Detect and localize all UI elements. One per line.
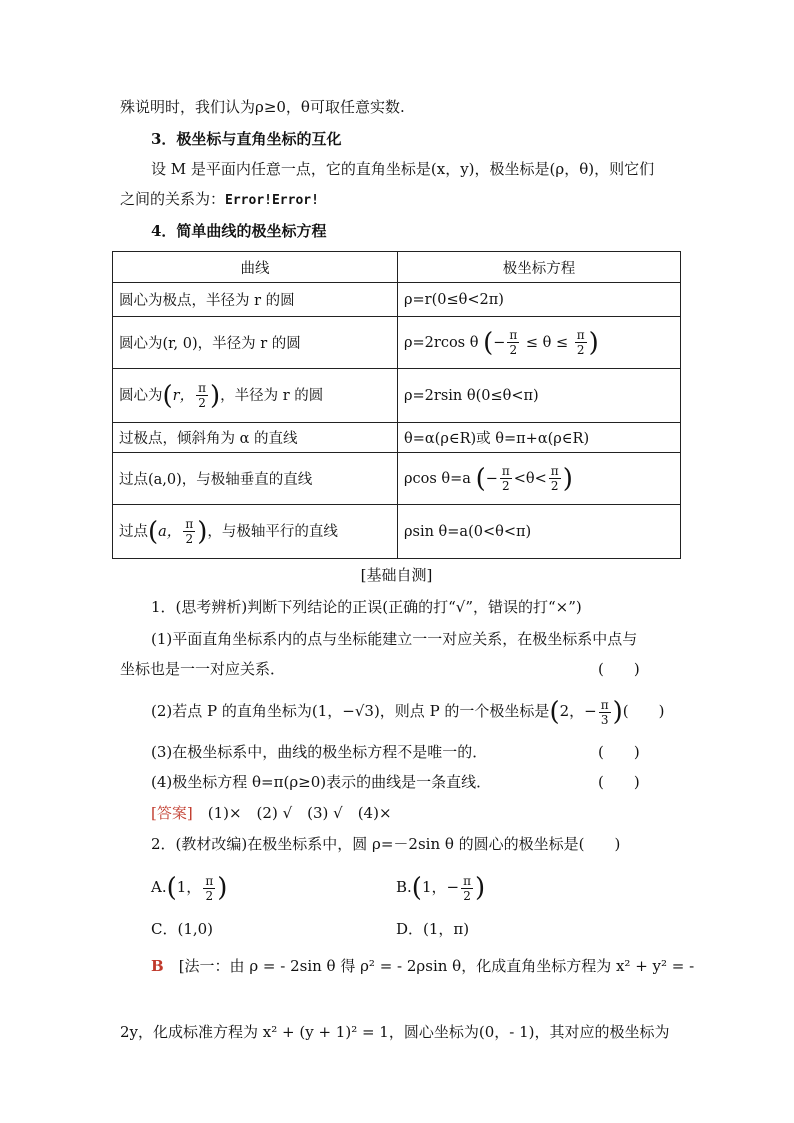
minus-sign: − <box>584 702 597 720</box>
curve-text: ，与极轴平行的直线 <box>207 523 338 540</box>
right-paren: ) <box>562 463 573 494</box>
denominator: 3 <box>600 712 609 727</box>
coordinate-text: 1， <box>421 878 447 896</box>
section-heading: 3．极坐标与直角坐标的互化 <box>151 130 342 148</box>
question-fragment: (2)若点 P 的直角坐标为(1，−√3)，则点 P 的一个极坐标是 <box>151 702 550 720</box>
text-fragment: 之间的关系为： <box>120 190 226 208</box>
answer-line <box>151 802 694 824</box>
question-text: (1)平面直角坐标系内的点与坐标能建立一一对应关系，在极坐标系中点与 <box>151 630 638 648</box>
equation-cell: ρsin θ=a(0<θ<π) <box>398 505 681 559</box>
polar-equation-table <box>112 251 681 559</box>
solution-text: [法一：由 ρ = - 2sin θ 得 ρ² = - 2ρsin θ，化成直角坐标方程为 x² + y² = - <box>178 957 695 975</box>
text-line <box>120 188 694 212</box>
right-paren: ) <box>197 516 208 547</box>
left-paren: ( <box>475 463 486 494</box>
table-row <box>113 453 681 505</box>
equation-cell <box>398 453 681 505</box>
fraction <box>203 874 215 903</box>
text-line: 设 M 是平面内任意一点，它的直角坐标是(x，y)，极坐标是(ρ，θ)，则它们 <box>151 160 655 178</box>
denominator: 2 <box>463 888 471 903</box>
curve-cell: 过点(a,0)，与极轴垂直的直线 <box>113 453 398 505</box>
denominator: 2 <box>185 532 194 546</box>
numerator: π <box>550 464 559 478</box>
answer-letter: B <box>151 957 164 975</box>
curve-text: ，半径为 r 的圆 <box>220 387 324 404</box>
coordinate-text: 1， <box>176 878 202 896</box>
denominator: 2 <box>550 479 559 493</box>
answer-blank: ( ) <box>622 702 665 720</box>
question-text: (3)在极坐标系中，曲线的极坐标方程不是唯一的． <box>151 743 488 761</box>
numerator: π <box>501 464 510 478</box>
fraction <box>500 464 512 493</box>
question-text: 1．(思考辨析)判断下列结论的正误(正确的打“√”，错误的打“×”) <box>151 598 582 616</box>
table-row <box>113 423 681 453</box>
denominator: 2 <box>205 888 214 903</box>
fraction <box>507 328 519 357</box>
fraction <box>461 874 473 903</box>
table-row <box>113 283 681 317</box>
table-row <box>113 505 681 559</box>
answer-text: (1)× (2) √ (3) √ (4)× <box>207 804 392 822</box>
inequality-text: ≤ θ ≤ <box>525 334 569 351</box>
quiz-title: [基础自测] <box>360 566 433 584</box>
equation-text: ρ=2rcos θ <box>404 334 479 351</box>
denominator: 2 <box>576 343 585 357</box>
numerator: π <box>463 873 471 888</box>
question-text: 坐标也是一一对应关系． <box>120 660 286 678</box>
minus-sign: − <box>493 334 506 351</box>
right-paren: ) <box>209 380 221 411</box>
question-text: (4)极坐标方程 θ=π(ρ≥0)表示的曲线是一条直线． <box>151 773 492 791</box>
question-text <box>151 694 694 729</box>
curve-cell: 圆心为(r, 0)，半径为 r 的圆 <box>113 317 398 369</box>
answer-blank: ( ) <box>598 743 640 761</box>
curve-cell <box>113 369 398 423</box>
option-c: C．(1,0) <box>151 920 214 938</box>
denominator: 2 <box>502 479 510 493</box>
fraction <box>575 328 587 357</box>
table-header: 曲线 <box>113 252 398 283</box>
curve-text: 过点 <box>119 523 148 540</box>
curve-cell <box>113 505 398 559</box>
table-header: 极坐标方程 <box>398 252 681 283</box>
option-label: B. <box>396 878 412 896</box>
table-row <box>113 317 681 369</box>
option-d: D．(1，π) <box>396 920 470 938</box>
question-text: 2．(教材改编)在极坐标系中，圆 ρ=－2sin θ 的圆心的极坐标是( ) <box>151 835 621 853</box>
equation-cell: ρ=2rsin θ(0≤θ<π) <box>398 369 681 423</box>
answer-blank: ( ) <box>598 773 640 791</box>
fraction <box>196 381 208 410</box>
left-paren: ( <box>549 697 560 727</box>
section-heading: 4．简单曲线的极坐标方程 <box>151 222 327 240</box>
denominator: 2 <box>509 343 518 357</box>
coordinate-text: 2， <box>559 702 585 720</box>
numerator: π <box>185 517 194 531</box>
numerator: π <box>576 328 585 342</box>
minus-sign: − <box>446 878 460 896</box>
left-paren: ( <box>162 380 173 411</box>
left-paren: ( <box>148 516 159 547</box>
option-label: A. <box>151 878 167 896</box>
numerator: π <box>600 697 609 712</box>
left-paren: ( <box>166 873 177 903</box>
right-paren: ) <box>217 873 228 903</box>
equation-text: ρcos θ=a <box>404 470 471 487</box>
fraction <box>549 464 561 493</box>
inequality-text: <θ< <box>513 470 547 487</box>
option-b <box>396 870 694 905</box>
text-line: 殊说明时，我们认为ρ≥0，θ可取任意实数. <box>120 98 405 116</box>
right-paren: ) <box>588 327 599 358</box>
equation-cell: θ=α(ρ∈R)或 θ=π+α(ρ∈R) <box>398 423 681 453</box>
numerator: π <box>509 328 518 342</box>
answer-blank: ( ) <box>598 660 640 678</box>
coordinate-text: r， <box>172 387 195 404</box>
fraction <box>599 698 611 727</box>
minus-sign: − <box>485 470 498 487</box>
denominator: 2 <box>198 396 206 410</box>
table-row <box>113 369 681 423</box>
curve-cell: 过极点，倾斜角为 α 的直线 <box>113 423 398 453</box>
error-text: Error!Error! <box>225 193 319 208</box>
curve-text: 圆心为 <box>119 387 163 404</box>
numerator: π <box>198 381 206 395</box>
fraction <box>183 517 195 546</box>
equation-cell <box>398 317 681 369</box>
solution-line: 2y，化成标准方程为 x² + (y + 1)² = 1，圆心坐标为(0，- 1)，其对应的极坐标为 <box>120 1023 670 1041</box>
numerator: π <box>205 873 214 888</box>
left-paren: ( <box>483 327 494 358</box>
answer-label: [答案] <box>151 804 193 822</box>
curve-cell: 圆心为极点，半径为 r 的圆 <box>113 283 398 317</box>
solution-line <box>151 955 694 977</box>
table-header-row <box>113 252 681 283</box>
left-paren: ( <box>411 873 422 903</box>
equation-cell: ρ=r(0≤θ<2π) <box>398 283 681 317</box>
coordinate-text: a， <box>158 523 182 540</box>
right-paren: ) <box>612 697 623 727</box>
right-paren: ) <box>474 873 486 903</box>
